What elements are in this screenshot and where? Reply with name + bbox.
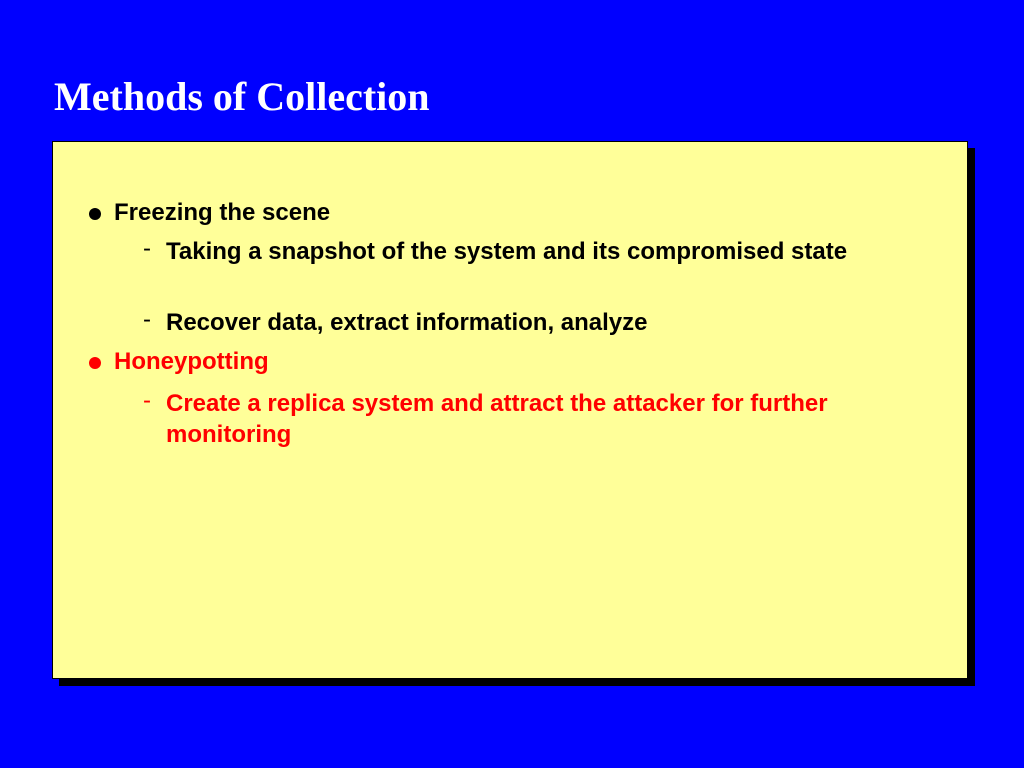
bullet-item-label: Honeypotting [114,348,269,375]
bullet-item-label: Freezing the scene [114,199,331,226]
dash-marker-icon: - [143,387,151,414]
sub-item-label: Taking a snapshot of the system and its compromised state [166,238,848,265]
content-panel [52,141,968,679]
dash-marker-icon: - [143,235,151,262]
sub-item-label: Recover data, extract information, analyze [166,309,648,336]
slide-title: Methods of Collection [54,74,430,119]
bullet-dot-icon [89,208,101,220]
dash-marker-icon: - [143,306,151,333]
bullet-dot-icon [89,357,101,369]
sub-item-label: Create a replica system and attract the attacker for further monitoring [166,390,828,448]
